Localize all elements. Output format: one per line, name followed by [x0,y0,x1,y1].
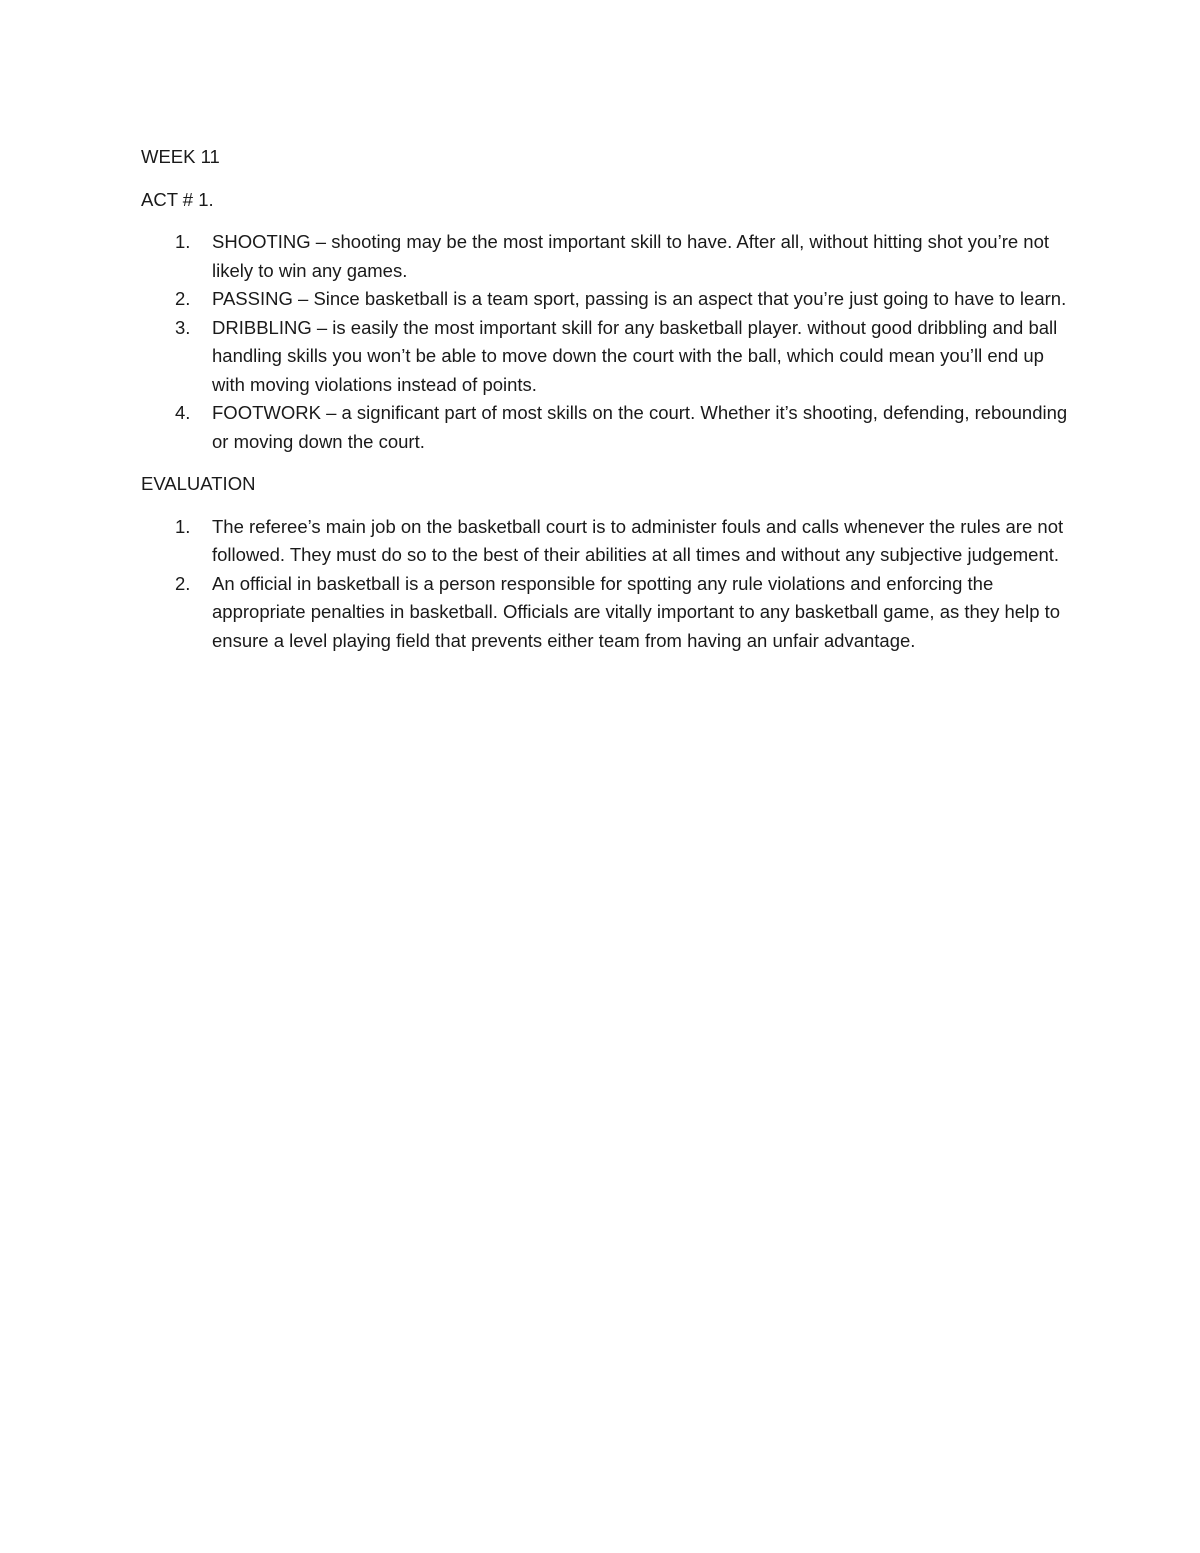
list-item [141,513,1071,570]
list-item-number: 1. [175,515,191,537]
list-item [141,228,1071,285]
document-body [141,143,1071,669]
list-item [141,399,1071,456]
list-item-text: DRIBBLING – is easily the most important skill for any basketball player. without good dribbling and ball handling skills you won’t be able to move down the court with the ball, which could mean you’ll end up with moving violations instead of points. [212,316,1058,395]
act-heading: ACT # 1. [141,188,214,210]
list-item [141,570,1071,656]
list-item-number: 1. [175,231,191,252]
list-item-text: SHOOTING – shooting may be the most important skill to have. After all, without hitting shot you’re not likely to win any games. [212,231,1049,281]
list-item-number: 2. [175,288,191,309]
list-item-text: The referee’s main job on the basketball court is to administer fouls and calls whenever the rules are not followed. They must do so to the best of their abilities at all times and without any subjective judgement. [212,515,1064,565]
list-item-text: An official in basketball is a person responsible for spotting any rule violations and enforcing the appropriate penalties in basketball. Officials are vitally important to any basketball game, as they help to ensure a level playing field that prevents either team from having an unfair advantage. [212,572,1061,651]
list-item-text: FOOTWORK – a significant part of most skills on the court. Whether it’s shooting, defending, rebounding or moving down the court. [212,402,1068,452]
evaluation-heading: EVALUATION [141,473,256,494]
week-heading: WEEK 11 [141,146,220,167]
act-list [141,228,1071,456]
evaluation-list [141,513,1071,656]
list-item-text: PASSING – Since basketball is a team sport, passing is an aspect that you’re just going to have to learn. [212,288,1067,309]
list-item-number: 3. [175,316,191,338]
list-item [141,314,1071,400]
list-item-number: 4. [175,402,191,423]
list-item [141,285,1071,314]
list-item-number: 2. [175,572,191,594]
